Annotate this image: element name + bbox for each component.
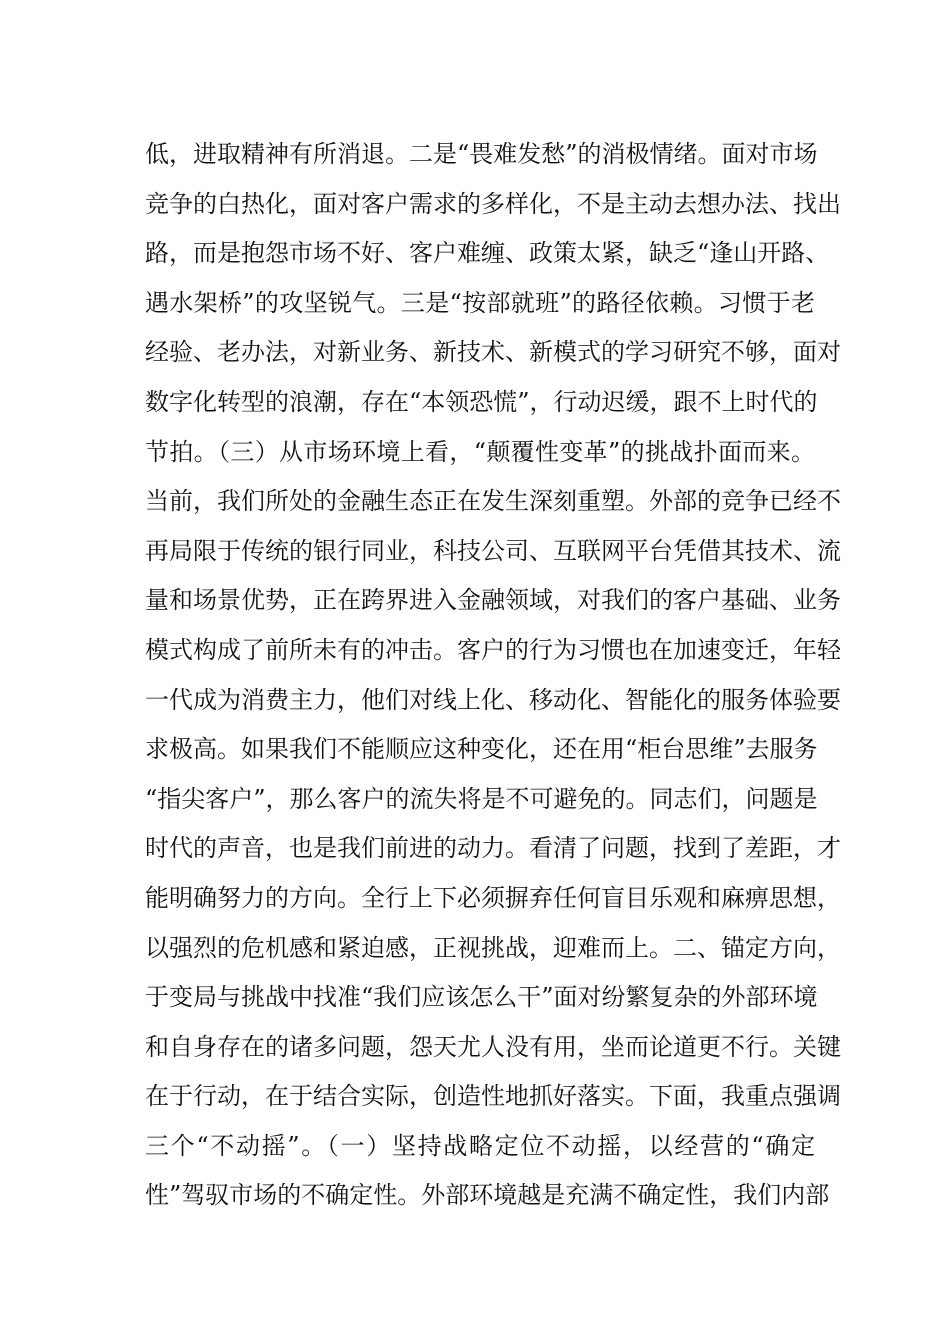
text-line: 数字化转型的浪潮，存在“本领恐慌”，行动迟缓，跟不上时代的 [145, 387, 818, 416]
text-line: 模式构成了前所未有的冲击。客户的行为习惯也在加速变迁，年轻 [145, 635, 841, 664]
text-line: 三个“不动摇”。（一）坚持战略定位不动摇，以经营的“确定 [145, 1131, 815, 1160]
text-line: 当前，我们所处的金融生态正在发生深刻重塑。外部的竞争已经不 [145, 487, 841, 516]
text-line: 时代的声音，也是我们前进的动力。看清了问题，找到了差距，才 [145, 834, 841, 863]
text-line: “指尖客户”，那么客户的流失将是不可避免的。同志们，问题是 [145, 784, 818, 813]
text-line: 求极高。如果我们不能顺应这种变化，还在用“柜台思维”去服务 [145, 735, 818, 764]
text-line: 竞争的白热化，面对客户需求的多样化，不是主动去想办法、找出 [145, 189, 841, 218]
text-line: 经验、老办法，对新业务、新技术、新模式的学习研究不够，面对 [145, 338, 841, 367]
text-line: 性”驾驭市场的不确定性。外部环境越是充满不确定性，我们内部 [145, 1181, 830, 1210]
text-line: 以强烈的危机感和紧迫感，正视挑战，迎难而上。二、锚定方向， [145, 933, 841, 962]
text-line: 再局限于传统的银行同业，科技公司、互联网平台凭借其技术、流 [145, 536, 841, 565]
text-line: 能明确努力的方向。全行上下必须摒弃任何盲目乐观和麻痹思想， [145, 883, 841, 912]
text-line: 在于行动，在于结合实际，创造性地抓好落实。下面，我重点强调 [145, 1082, 841, 1111]
text-line: 一代成为消费主力，他们对线上化、移动化、智能化的服务体验要 [145, 685, 841, 714]
text-line: 路，而是抱怨市场不好、客户难缠、政策太紧，缺乏“逢山开路、 [145, 239, 830, 268]
text-line: 低，进取精神有所消退。二是“畏难发愁”的消极情绪。面对市场 [145, 140, 818, 168]
text-line: 量和场景优势，正在跨界进入金融领域，对我们的客户基础、业务 [145, 586, 841, 615]
text-line: 遇水架桥”的攻坚锐气。三是“按部就班”的路径依赖。习惯于老 [145, 288, 815, 317]
text-line: 节拍。（三）从市场环境上看，“颠覆性变革”的挑战扑面而来。 [145, 437, 815, 466]
text-line: 于变局与挑战中找准“我们应该怎么干”面对纷繁复杂的外部环境 [145, 983, 818, 1012]
body-text [145, 130, 841, 1221]
text-line: 和自身存在的诸多问题，怨天尤人没有用，坐而论道更不行。关键 [145, 1032, 841, 1061]
